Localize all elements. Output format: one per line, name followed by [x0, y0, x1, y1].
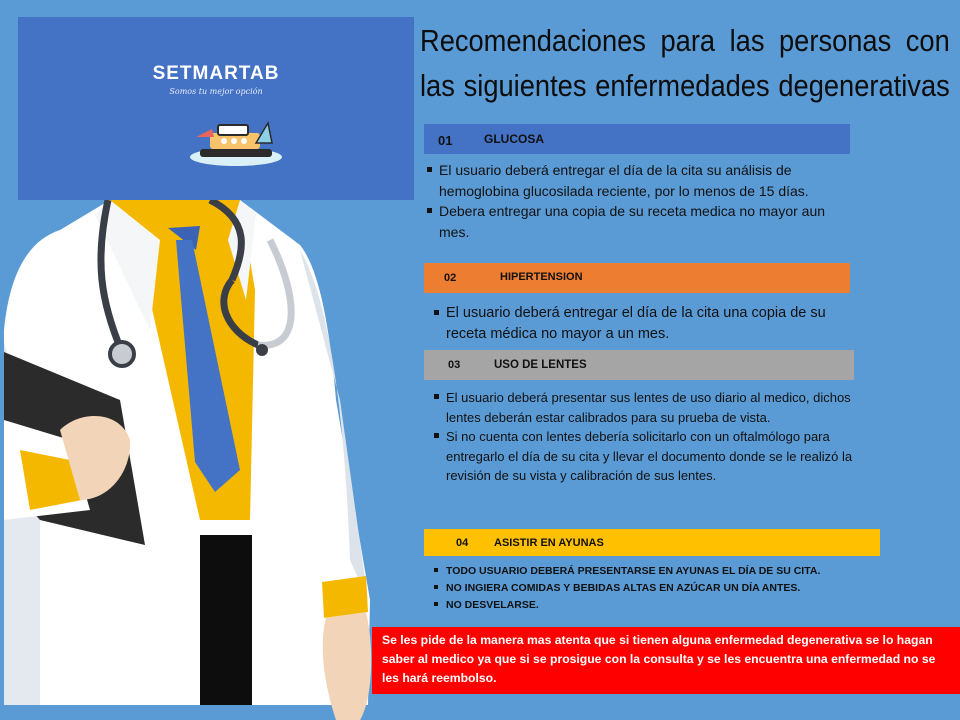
section-label: USO DE LENTES	[494, 359, 587, 371]
list-item: El usuario deberá entregar el día de la cita una copia de su receta médica no mayor a un mes.	[432, 303, 842, 345]
section-bar-ayunas	[424, 529, 880, 556]
logo-box	[18, 17, 414, 200]
list-item: NO DESVELARSE.	[432, 597, 872, 614]
list-item: Debera entregar una copia de su receta medica no mayor aun mes.	[425, 201, 840, 242]
section-bar-hipertension	[424, 263, 850, 293]
glucosa-list	[425, 160, 840, 242]
list-item: El usuario deberá entregar el día de la cita su análisis de hemoglobina glucosilada reciente, por lo menos de 15 días.	[425, 160, 840, 201]
section-number: 03	[448, 359, 461, 371]
ayunas-list	[432, 563, 872, 614]
list-item: El usuario deberá presentar sus lentes de uso diario al medico, dichos lentes deberán estar calibrados para su prueba de vista.	[432, 388, 854, 427]
section-label: GLUCOSA	[484, 132, 544, 146]
warning-note: Se les pide de la manera mas atenta que si tienen alguna enfermedad degenerativa se lo hagan saber al medico ya que si se prosigue con la consulta y se les encuentra una enfermedad no se les hará reembolso.	[372, 627, 960, 694]
list-item: NO INGIERA COMIDAS Y BEBIDAS ALTAS EN AZÚCAR UN DÍA ANTES.	[432, 580, 872, 597]
section-label: HIPERTENSION	[500, 271, 583, 283]
section-number: 04	[456, 537, 469, 549]
section-bar-glucosa	[424, 124, 850, 154]
list-item: TODO USUARIO DEBERÁ PRESENTARSE EN AYUNAS EL DÍA DE SU CITA.	[432, 563, 872, 580]
section-bar-lentes	[424, 350, 854, 380]
section-number: 02	[444, 272, 457, 284]
brand-tagline: Somos tu mejor opción	[169, 87, 263, 96]
lab-equipment-icon	[188, 107, 284, 169]
list-item: Si no cuenta con lentes debería solicitarlo con un oftalmólogo para entregarlo el día de su cita y llevar el documento donde se le realizó la revisión de su vista y calibración de sus lentes.	[432, 427, 854, 486]
brand-name: SETMARTAB	[152, 63, 280, 84]
section-number: 01	[438, 133, 453, 148]
section-label: ASISTIR EN AYUNAS	[494, 537, 604, 549]
page-title: Recomendaciones para las personas con las siguientes enfermedades degenerativas	[420, 23, 950, 103]
lentes-list	[432, 388, 854, 486]
hipertension-list	[432, 303, 842, 345]
